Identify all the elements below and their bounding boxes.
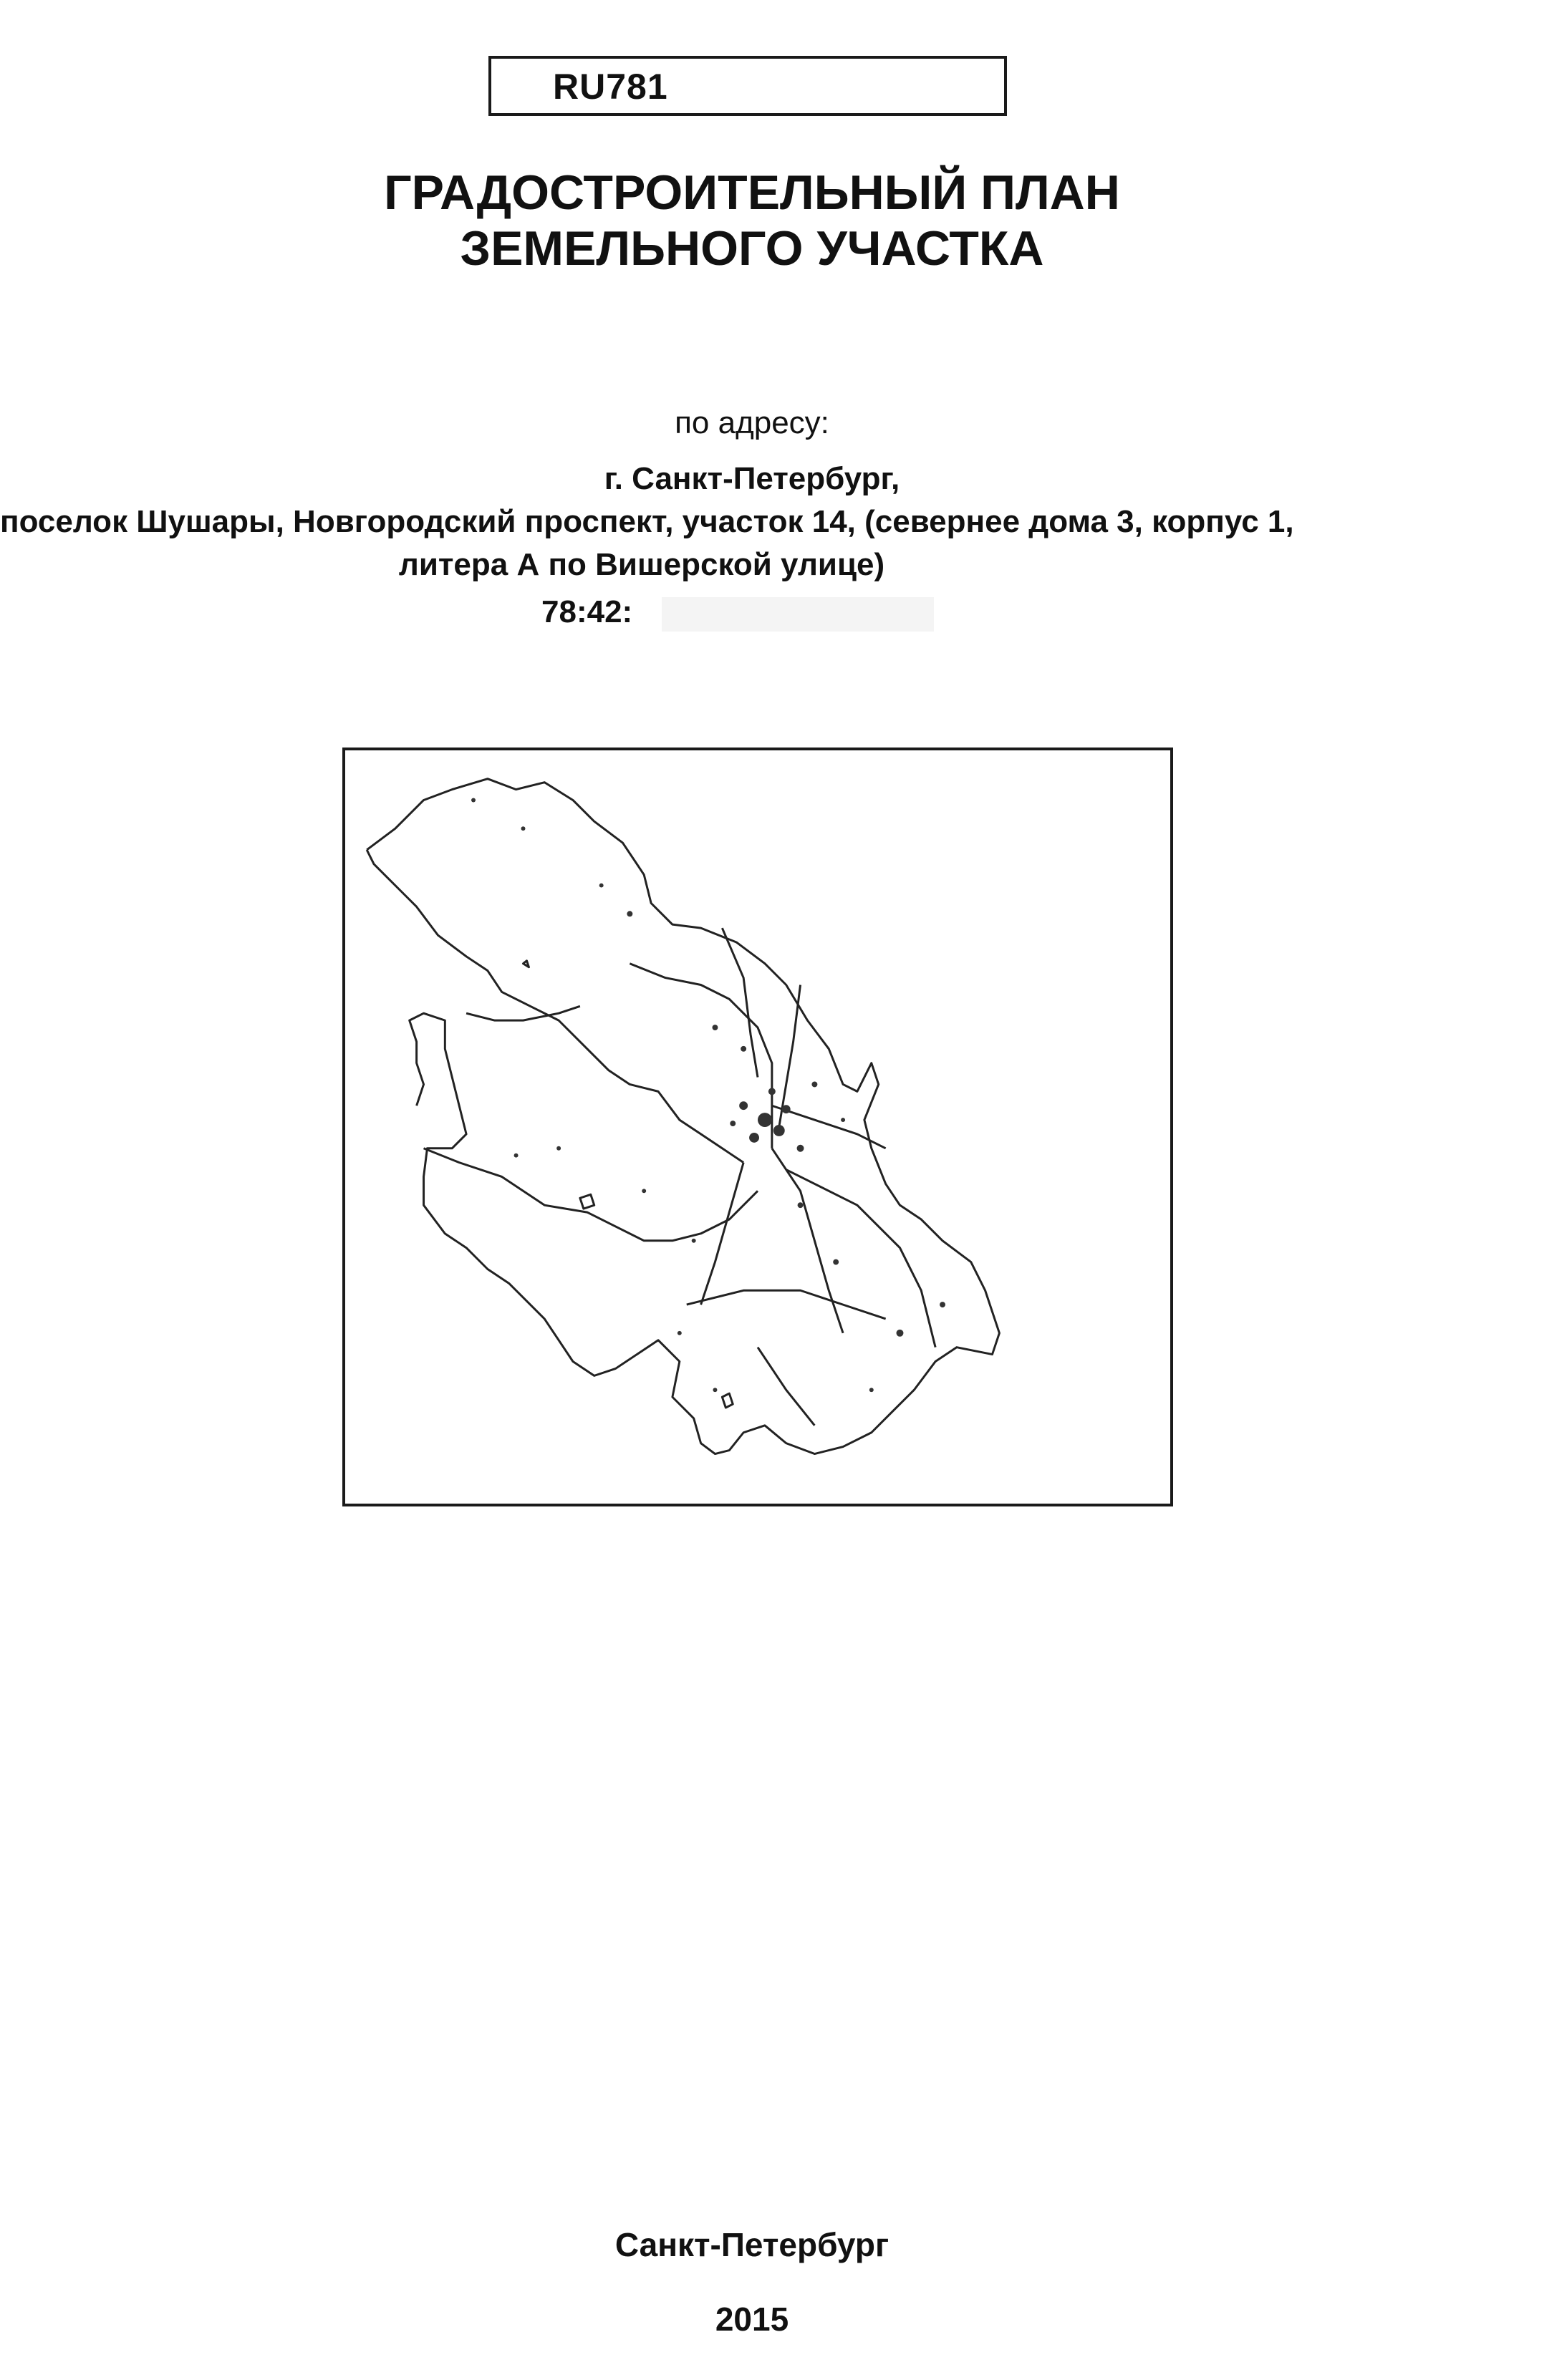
address-city: г. Санкт-Петербург, [604, 461, 900, 496]
address-street: поселок Шушары, Новгородский проспект, участок 14, (севернее дома 3, корпус 1, [0, 504, 1294, 539]
footer-city: Санкт-Петербург [614, 2226, 889, 2263]
city-map-icon [345, 750, 1170, 1504]
footer-year: 2015 [715, 2301, 789, 2338]
redacted-cadastral-suffix [662, 597, 934, 632]
document-title-line-2: ЗЕМЕЛЬНОГО УЧАСТКА [460, 221, 1044, 276]
city-map-frame [342, 748, 1173, 1506]
document-title-line-1: ГРАДОСТРОИТЕЛЬНЫЙ ПЛАН [384, 165, 1120, 220]
registration-number-box [488, 56, 1007, 116]
address-label: по адресу: [675, 405, 829, 440]
registration-number: RU781 [553, 67, 668, 107]
cadastral-number: 78:42: [541, 594, 633, 629]
address-reference: литера А по Вишерской улице) [398, 547, 885, 582]
